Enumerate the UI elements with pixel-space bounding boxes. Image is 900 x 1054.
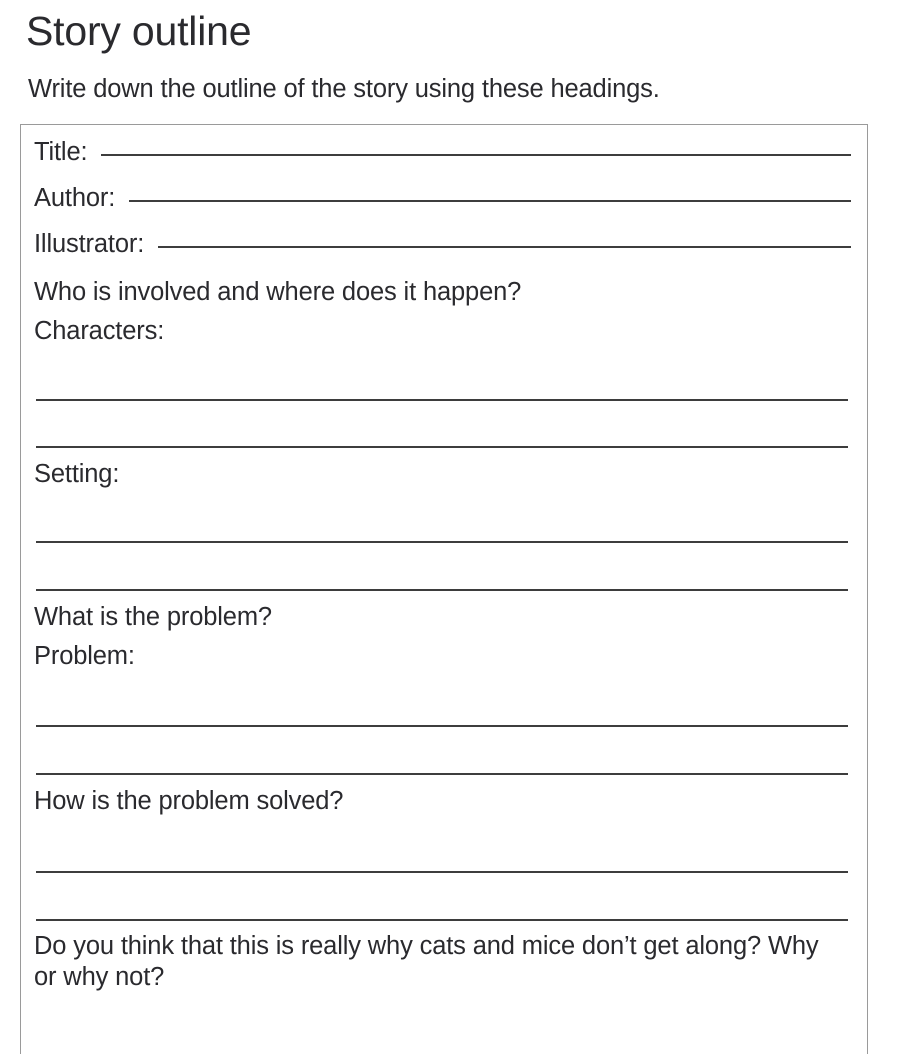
field-label-illustrator: Illustrator:: [34, 230, 145, 258]
field-label-title: Title:: [34, 138, 88, 166]
write-rule-problem-2[interactable]: [36, 773, 848, 775]
story-outline-box: [20, 124, 868, 1054]
field-row-author: [34, 183, 853, 213]
write-rule-solution-2[interactable]: [36, 919, 848, 921]
prompt-reflection: Do you think that this is really why cats and mice don’t get along? Why or why not?: [34, 932, 819, 991]
heading-characters: Characters:: [34, 317, 165, 345]
heading-problem: Problem:: [34, 642, 135, 670]
write-rule-solution-1[interactable]: [36, 871, 848, 873]
field-rule-illustrator[interactable]: [158, 246, 851, 248]
field-label-author: Author:: [34, 184, 116, 212]
prompt-problem: What is the problem?: [34, 603, 272, 631]
field-row-illustrator: [34, 229, 853, 259]
write-rule-setting-1[interactable]: [36, 541, 848, 543]
page-title: Story outline: [26, 8, 252, 54]
write-rule-characters-1[interactable]: [36, 399, 848, 401]
field-row-title: [34, 137, 853, 167]
page-instruction: Write down the outline of the story using these headings.: [28, 75, 660, 103]
field-rule-author[interactable]: [129, 200, 851, 202]
field-rule-title[interactable]: [101, 154, 851, 156]
heading-setting: Setting:: [34, 460, 120, 488]
prompt-characters: Who is involved and where does it happen?: [34, 278, 522, 306]
write-rule-problem-1[interactable]: [36, 725, 848, 727]
write-rule-setting-2[interactable]: [36, 589, 848, 591]
write-rule-characters-2[interactable]: [36, 446, 848, 448]
prompt-solution: How is the problem solved?: [34, 787, 344, 815]
